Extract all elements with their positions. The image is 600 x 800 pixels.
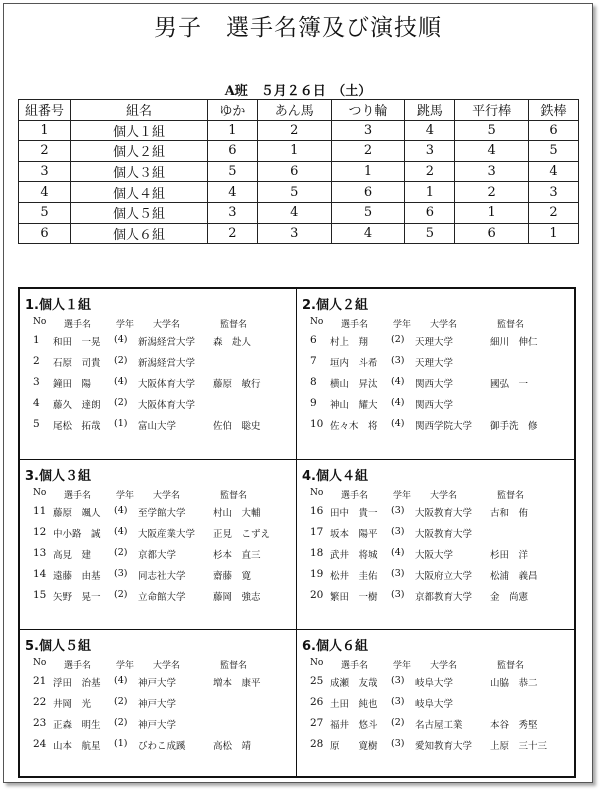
header-group-name: 組名 (71, 100, 208, 121)
player-coach: 藤岡 強志 (213, 592, 261, 603)
roster-header (20, 658, 294, 672)
player-name: 藤原 颯人 (53, 508, 101, 519)
player-year: (2) (114, 547, 128, 558)
roster-header-university: 大学名 (430, 661, 458, 671)
player-university: 天理大学 (415, 358, 454, 369)
group-title: 3.個人３組 (25, 469, 91, 484)
player-coach: 正見 こずえ (213, 529, 271, 540)
player-coach: 森 赴人 (213, 337, 252, 348)
roster-header (297, 658, 571, 672)
roster-header (297, 488, 571, 502)
header-floor: ゆか (208, 100, 258, 121)
table-cell: 1 (529, 223, 579, 244)
player-no: 5 (33, 418, 40, 430)
player-no: 17 (310, 526, 324, 538)
roster-header-coach: 監督名 (220, 491, 248, 501)
table-cell: 6 (529, 120, 579, 141)
table-cell: 5 (19, 202, 71, 223)
roster-header-no: No (310, 658, 324, 668)
table-cell: 3 (19, 161, 71, 182)
group-title: 1.個人１組 (25, 298, 91, 313)
player-university: 京都教育大学 (415, 592, 473, 603)
roster-header-no: No (33, 317, 47, 327)
player-university: 至学館大学 (138, 508, 186, 519)
table-cell: 3 (331, 120, 405, 141)
player-row (297, 696, 571, 712)
table-cell: 4 (19, 182, 71, 203)
roster-header-coach: 監督名 (497, 491, 525, 501)
player-row (20, 397, 294, 413)
player-university: 大阪大学 (415, 550, 454, 561)
table-cell: 5 (405, 223, 455, 244)
schedule-heading: A班 ５月２６日 （土） (224, 84, 372, 99)
player-no: 20 (310, 589, 324, 601)
player-university: 大阪産業大学 (138, 529, 196, 540)
roster-header-university: 大学名 (430, 320, 458, 330)
player-no: 28 (310, 738, 324, 750)
player-year: (3) (391, 589, 405, 600)
player-year: (2) (114, 355, 128, 366)
player-no: 21 (33, 675, 47, 687)
player-no: 7 (310, 355, 317, 367)
player-no: 2 (33, 355, 40, 367)
table-cell: 5 (257, 182, 331, 203)
player-name: 浮田 治基 (53, 678, 101, 689)
player-coach: 齋藤 寛 (213, 571, 252, 582)
player-name: 坂本 陽平 (330, 529, 378, 540)
table-cell: 5 (529, 141, 579, 162)
player-no: 8 (310, 376, 317, 388)
header-parallel-bars: 平行棒 (455, 100, 529, 121)
player-name: 矢野 晃一 (53, 592, 101, 603)
player-university: 名古屋工業 (415, 720, 463, 731)
player-no: 10 (310, 418, 324, 430)
player-no: 12 (33, 526, 47, 538)
table-cell: 1 (19, 120, 71, 141)
page-title: 男子 選手名簿及び演技順 (154, 15, 442, 41)
table-cell: 個人５組 (71, 202, 208, 223)
player-row (20, 589, 294, 605)
player-name: 成瀬 友哉 (330, 678, 378, 689)
roster-header-no: No (310, 317, 324, 327)
player-coach: 古和 侑 (490, 508, 529, 519)
player-coach: 高松 靖 (213, 741, 252, 752)
table-cell: 2 (455, 182, 529, 203)
table-cell: 3 (455, 161, 529, 182)
player-row (297, 418, 571, 434)
header-vault: 跳馬 (405, 100, 455, 121)
table-cell: 1 (257, 141, 331, 162)
roster-header-university: 大学名 (153, 320, 181, 330)
player-no: 27 (310, 717, 324, 729)
player-year: (2) (391, 334, 405, 345)
table-cell: 2 (19, 141, 71, 162)
group-title: 6.個人６組 (302, 639, 368, 654)
player-university: 神戸大学 (138, 720, 177, 731)
player-university: 新潟経営大学 (138, 358, 196, 369)
table-cell: 個人１組 (71, 120, 208, 141)
roster-header-year: 学年 (116, 491, 135, 501)
player-row (20, 675, 294, 691)
player-name: 尾松 拓哉 (53, 421, 101, 432)
player-no: 18 (310, 547, 324, 559)
player-no: 16 (310, 505, 324, 517)
table-cell: 3 (529, 182, 579, 203)
player-year: (3) (391, 526, 405, 537)
player-university: 岐阜大学 (415, 678, 454, 689)
table-cell: 個人６組 (71, 223, 208, 244)
group-title: 5.個人５組 (25, 639, 91, 654)
header-pommel-horse: あん馬 (257, 100, 331, 121)
player-no: 6 (310, 334, 317, 346)
table-cell: 個人４組 (71, 182, 208, 203)
player-university: 大阪体育大学 (138, 379, 196, 390)
player-coach: 本谷 秀堅 (490, 720, 538, 731)
player-year: (3) (391, 568, 405, 579)
player-coach: 増本 康平 (213, 678, 261, 689)
roster-header-no: No (33, 488, 47, 498)
rotation-order-table (18, 99, 579, 244)
player-row (20, 696, 294, 712)
player-year: (2) (114, 589, 128, 600)
player-year: (4) (391, 397, 405, 408)
table-cell: 6 (257, 161, 331, 182)
table-row (19, 223, 579, 244)
roster-header-name: 選手名 (341, 661, 369, 671)
player-row (297, 589, 571, 605)
player-name: 松井 圭佑 (330, 571, 378, 582)
group-panel (297, 289, 571, 459)
player-no: 13 (33, 547, 47, 559)
player-name: 井岡 光 (53, 699, 92, 710)
player-row (20, 334, 294, 350)
table-cell: 2 (331, 141, 405, 162)
table-cell: 個人２組 (71, 141, 208, 162)
player-name: 高見 建 (53, 550, 92, 561)
player-year: (1) (114, 738, 128, 749)
player-no: 22 (33, 696, 47, 708)
player-name: 垣内 斗希 (330, 358, 378, 369)
player-name: 福井 悠斗 (330, 720, 378, 731)
roster-header-no: No (310, 488, 324, 498)
player-coach: 藤原 敏行 (213, 379, 261, 390)
table-cell: 4 (529, 161, 579, 182)
group-panel (20, 460, 294, 630)
roster-header-name: 選手名 (341, 320, 369, 330)
roster-header (20, 317, 294, 331)
table-cell: 2 (257, 120, 331, 141)
table-cell: 6 (455, 223, 529, 244)
roster-header-name: 選手名 (64, 491, 92, 501)
player-row (297, 376, 571, 392)
table-cell: 4 (331, 223, 405, 244)
player-row (297, 547, 571, 563)
player-row (20, 717, 294, 733)
player-row (297, 505, 571, 521)
table-cell: 1 (208, 120, 258, 141)
player-name: 佐々木 将 (330, 421, 378, 432)
player-year: (4) (391, 376, 405, 387)
player-university: 大阪教育大学 (415, 529, 473, 540)
player-coach: 金 尚憲 (490, 592, 529, 603)
player-coach: 佐伯 聡史 (213, 421, 261, 432)
roster-header-year: 学年 (116, 320, 135, 330)
roster-header-name: 選手名 (341, 491, 369, 501)
player-year: (2) (114, 717, 128, 728)
player-row (20, 418, 294, 434)
player-name: 正森 明生 (53, 720, 101, 731)
player-year: (3) (391, 696, 405, 707)
table-row (19, 202, 579, 223)
player-coach: 松浦 義昌 (490, 571, 538, 582)
player-name: 鐘田 陽 (53, 379, 92, 390)
player-coach: 國弘 一 (490, 379, 529, 390)
player-row (20, 355, 294, 371)
player-row (20, 526, 294, 542)
player-university: 大阪府立大学 (415, 571, 473, 582)
player-year: (3) (391, 675, 405, 686)
player-no: 15 (33, 589, 47, 601)
player-no: 3 (33, 376, 40, 388)
player-year: (4) (391, 547, 405, 558)
player-year: (4) (114, 334, 128, 345)
table-cell: 5 (331, 202, 405, 223)
player-coach: 御手洗 修 (490, 421, 538, 432)
player-year: (4) (391, 418, 405, 429)
table-cell: 2 (529, 202, 579, 223)
player-year: (3) (114, 568, 128, 579)
table-row (19, 161, 579, 182)
player-university: 京都大学 (138, 550, 177, 561)
table-cell: 2 (405, 161, 455, 182)
player-row (297, 717, 571, 733)
roster-grid (18, 287, 576, 778)
player-no: 26 (310, 696, 324, 708)
roster-header-university: 大学名 (430, 491, 458, 501)
player-university: 岐阜大学 (415, 699, 454, 710)
player-no: 25 (310, 675, 324, 687)
roster-header-coach: 監督名 (220, 320, 248, 330)
table-cell: 5 (208, 161, 258, 182)
player-row (297, 334, 571, 350)
player-year: (3) (391, 505, 405, 516)
player-coach: 村山 大輔 (213, 508, 261, 519)
player-name: 繁田 一樹 (330, 592, 378, 603)
player-name: 神山 耀大 (330, 400, 378, 411)
group-panel (297, 460, 571, 630)
player-coach: 杉本 直三 (213, 550, 261, 561)
player-row (297, 675, 571, 691)
player-row (20, 568, 294, 584)
player-row (20, 376, 294, 392)
player-university: 天理大学 (415, 337, 454, 348)
table-cell: 1 (455, 202, 529, 223)
player-name: 土田 純也 (330, 699, 378, 710)
player-university: 関西大学 (415, 400, 454, 411)
header-group-number: 組番号 (19, 100, 71, 121)
player-name: 石原 司貴 (53, 358, 101, 369)
player-university: 同志社大学 (138, 571, 186, 582)
player-no: 23 (33, 717, 47, 729)
table-cell: 6 (208, 141, 258, 162)
player-coach: 細川 伸仁 (490, 337, 538, 348)
player-name: 村上 翔 (330, 337, 369, 348)
player-name: 田中 貴一 (330, 508, 378, 519)
roster-header (297, 317, 571, 331)
player-university: 大阪教育大学 (415, 508, 473, 519)
player-university: 関西学院大学 (415, 421, 473, 432)
player-row (20, 738, 294, 754)
roster-header-no: No (33, 658, 47, 668)
player-year: (1) (114, 418, 128, 429)
roster-header-coach: 監督名 (220, 661, 248, 671)
player-coach: 山脇 恭二 (490, 678, 538, 689)
table-row (19, 141, 579, 162)
table-cell: 6 (405, 202, 455, 223)
player-year: (4) (114, 526, 128, 537)
player-coach: 杉田 洋 (490, 550, 529, 561)
player-year: (3) (391, 738, 405, 749)
player-university: 神戸大学 (138, 699, 177, 710)
table-cell: 5 (455, 120, 529, 141)
document-page (3, 3, 593, 783)
player-row (297, 355, 571, 371)
player-name: 和田 一晃 (53, 337, 101, 348)
table-cell: 4 (455, 141, 529, 162)
player-coach: 上原 三十三 (490, 741, 548, 752)
player-university: 大阪体育大学 (138, 400, 196, 411)
group-title: 4.個人４組 (302, 469, 368, 484)
player-no: 24 (33, 738, 47, 750)
header-high-bar: 鉄棒 (529, 100, 579, 121)
player-no: 1 (33, 334, 40, 346)
roster-header-coach: 監督名 (497, 661, 525, 671)
roster-header-name: 選手名 (64, 661, 92, 671)
player-university: 富山大学 (138, 421, 177, 432)
header-rings: つり輪 (331, 100, 405, 121)
player-year: (4) (114, 376, 128, 387)
table-cell: 4 (208, 182, 258, 203)
player-no: 19 (310, 568, 324, 580)
player-no: 11 (33, 505, 47, 517)
player-no: 9 (310, 397, 317, 409)
player-university: びわこ成蹊 (138, 741, 186, 752)
table-header-row (19, 100, 579, 121)
player-row (297, 738, 571, 754)
roster-header-coach: 監督名 (497, 320, 525, 330)
table-cell: 6 (331, 182, 405, 203)
player-row (297, 526, 571, 542)
roster-header-year: 学年 (393, 491, 412, 501)
table-cell: 個人３組 (71, 161, 208, 182)
player-name: 藤久 達朗 (53, 400, 101, 411)
player-year: (2) (114, 397, 128, 408)
table-cell: 2 (208, 223, 258, 244)
player-name: 中小路 誠 (53, 529, 101, 540)
table-cell: 4 (257, 202, 331, 223)
player-university: 関西大学 (415, 379, 454, 390)
table-row (19, 182, 579, 203)
table-cell: 3 (257, 223, 331, 244)
player-year: (3) (391, 355, 405, 366)
group-panel (20, 630, 294, 800)
player-university: 新潟経営大学 (138, 337, 196, 348)
player-no: 14 (33, 568, 47, 580)
player-name: 原 寛樹 (330, 741, 378, 752)
roster-header-university: 大学名 (153, 491, 181, 501)
group-panel (297, 630, 571, 800)
table-cell: 3 (208, 202, 258, 223)
roster-header-university: 大学名 (153, 661, 181, 671)
table-cell: 6 (19, 223, 71, 244)
player-year: (4) (114, 505, 128, 516)
player-name: 横山 昇汰 (330, 379, 378, 390)
group-panel (20, 289, 294, 459)
player-no: 4 (33, 397, 40, 409)
player-year: (2) (114, 696, 128, 707)
player-year: (2) (391, 717, 405, 728)
player-row (20, 547, 294, 563)
roster-header (20, 488, 294, 502)
player-row (297, 397, 571, 413)
roster-header-year: 学年 (393, 661, 412, 671)
player-name: 武井 将城 (330, 550, 378, 561)
table-cell: 1 (331, 161, 405, 182)
player-row (297, 568, 571, 584)
roster-header-year: 学年 (116, 661, 135, 671)
player-name: 遠藤 由基 (53, 571, 101, 582)
table-row (19, 120, 579, 141)
player-year: (4) (114, 675, 128, 686)
table-cell: 4 (405, 120, 455, 141)
player-university: 神戸大学 (138, 678, 177, 689)
table-cell: 3 (405, 141, 455, 162)
player-name: 山本 航星 (53, 741, 101, 752)
roster-header-year: 学年 (393, 320, 412, 330)
player-university: 愛知教育大学 (415, 741, 473, 752)
table-cell: 1 (405, 182, 455, 203)
group-title: 2.個人２組 (302, 298, 368, 313)
player-row (20, 505, 294, 521)
player-university: 立命館大学 (138, 592, 186, 603)
roster-header-name: 選手名 (64, 320, 92, 330)
